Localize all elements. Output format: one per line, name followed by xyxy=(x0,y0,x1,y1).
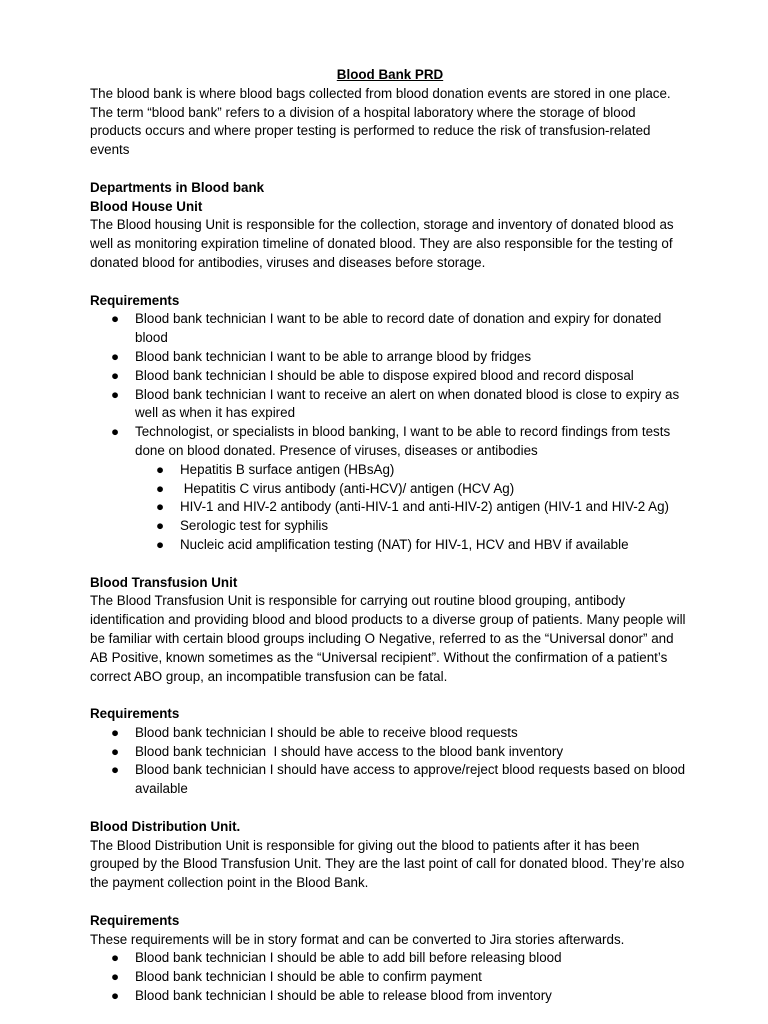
list-item: ● Hepatitis B surface antigen (HBsAg) xyxy=(135,461,690,480)
list-item: ● Blood bank technician I want to receive an alert on when donated blood is close to expiry as well as when it has expired xyxy=(111,386,680,421)
transfusion-requirements-list xyxy=(90,724,690,799)
list-item: ● Blood bank technician I should be able to dispose expired blood and record disposal xyxy=(90,367,690,386)
bullet-icon: ● xyxy=(111,367,120,383)
list-item: ● Blood bank technician I should have access to approve/reject blood requests based on blood available xyxy=(111,762,686,797)
intro-paragraph: The blood bank is where blood bags collected from blood donation events are stored in one place. The term “blood bank” refers to a division of a hospital laboratory where the storage of blood products occurs and where proper testing is performed to reduce the risk of transfusion-related events xyxy=(90,85,671,158)
transfusion-unit-heading: Blood Transfusion Unit xyxy=(90,574,238,590)
distribution-unit-heading: Blood Distribution Unit. xyxy=(90,818,241,834)
bullet-icon: ● xyxy=(156,536,165,552)
bullet-icon: ● xyxy=(111,988,120,1004)
distribution-unit-description: The Blood Distribution Unit is responsible for giving out the blood to patients after it has been grouped by the Blood Transfusion Unit. They are the last point of call for donated blood. They’re also the payment collection point in the Blood Bank. xyxy=(90,837,685,891)
list-item: ● Nucleic acid amplification testing (NAT) for HIV-1, HCV and HBV if available xyxy=(135,536,690,555)
distribution-requirements-list xyxy=(90,949,690,1005)
transfusion-unit-description: The Blood Transfusion Unit is responsible for carrying out routine blood grouping, antibody identification and providing blood and blood products to a diverse group of patients. Many people will be familiar with certain blood groups including O Negative, referred to as the “Universal donor” and AB Positive, known sometimes as the “Universal recipient”. Without the confirmation of a patient’s correct ABO group, an incompatible transfusion can be fatal. xyxy=(90,593,686,684)
bullet-icon: ● xyxy=(156,518,165,534)
departments-heading: Departments in Blood bank xyxy=(90,179,265,195)
list-item: ● Blood bank technician I want to be able to arrange blood by fridges xyxy=(90,348,690,367)
list-item: ● Blood bank technician I want to be able to record date of donation and expiry for donated blood xyxy=(111,311,662,346)
bullet-icon: ● xyxy=(111,311,120,327)
distribution-requirements-heading: Requirements xyxy=(90,912,180,928)
bullet-icon: ● xyxy=(111,950,120,966)
list-item: ● Blood bank technician I should be able to add bill before releasing blood xyxy=(90,949,690,968)
house-unit-description: The Blood housing Unit is responsible for the collection, storage and inventory of donated blood as well as monitoring expiration timeline of donated blood. They are also responsible for the testing of donated blood for antibodies, viruses and diseases before storage. xyxy=(90,217,674,270)
document-page xyxy=(90,66,690,1006)
list-item: ● Blood bank technician I should be able to release blood from inventory xyxy=(90,987,690,1006)
bullet-icon: ● xyxy=(111,348,120,364)
house-requirements-list xyxy=(90,310,690,554)
bullet-icon: ● xyxy=(111,386,120,402)
bullet-icon: ● xyxy=(156,480,165,496)
list-item: ● Technologist, or specialists in blood banking, I want to be able to record findings from tests done on blood donated. Presence of viruses, diseases or antibodies ● Hepatitis B surface antigen (HBsAg) ● Hepatitis C virus antibody (anti-HCV)/ antigen (HCV Ag) ● HIV-1 and HIV-2 antibody (anti-HIV-1 and anti-HIV-2) antigen (HIV-1 and HIV-2 Ag) ● Serologic test for syphilis ● Nucleic acid amplification testing (NAT) for HIV-1, HCV and HBV if available xyxy=(90,423,690,555)
list-item: ● Blood bank technician I should be able to confirm payment xyxy=(90,968,690,987)
bullet-icon: ● xyxy=(111,762,120,778)
bullet-icon: ● xyxy=(156,499,165,515)
bullet-icon: ● xyxy=(111,424,120,440)
list-item: ● Serologic test for syphilis xyxy=(135,517,690,536)
bullet-icon: ● xyxy=(111,969,120,985)
list-item: ● Hepatitis C virus antibody (anti-HCV)/ antigen (HCV Ag) xyxy=(135,480,690,499)
list-item: ● Blood bank technician I should have access to the blood bank inventory xyxy=(90,743,690,762)
bullet-icon: ● xyxy=(156,461,165,477)
house-requirements-heading: Requirements xyxy=(90,292,180,308)
house-unit-heading: Blood House Unit xyxy=(90,198,203,214)
tests-list xyxy=(135,461,690,555)
document-title: Blood Bank PRD xyxy=(336,67,444,82)
bullet-icon: ● xyxy=(111,724,120,740)
list-item: ● HIV-1 and HIV-2 antibody (anti-HIV-1 and anti-HIV-2) antigen (HIV-1 and HIV-2 Ag) xyxy=(135,498,690,517)
bullet-icon: ● xyxy=(111,743,120,759)
distribution-requirements-note: These requirements will be in story format and can be converted to Jira stories afterwards. xyxy=(90,931,625,947)
transfusion-requirements-heading: Requirements xyxy=(90,706,180,722)
list-item: ● Blood bank technician I should be able to receive blood requests xyxy=(90,724,690,743)
